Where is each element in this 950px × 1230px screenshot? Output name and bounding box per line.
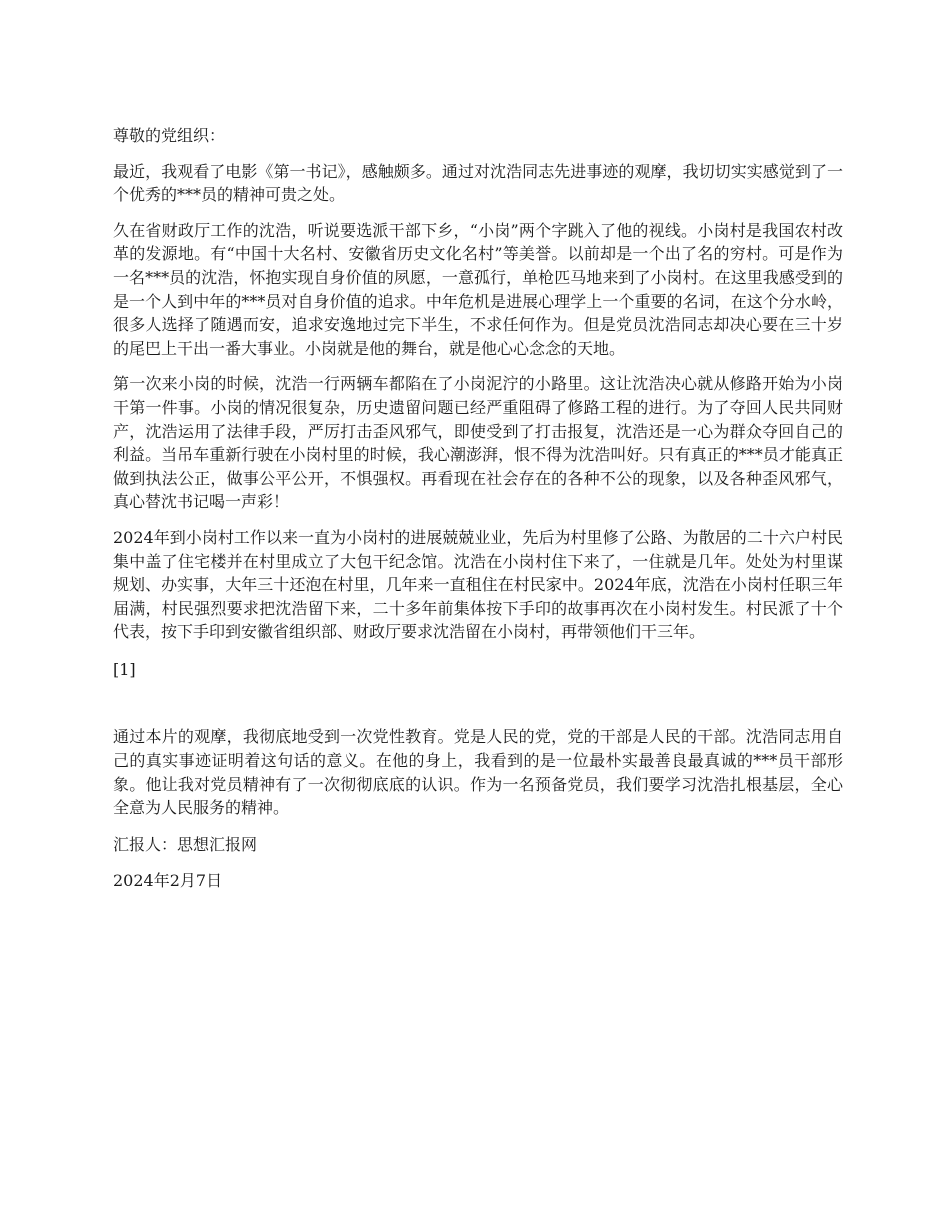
paragraph-background: 久在省财政厅工作的沈浩，听说要选派干部下乡，“小岗”两个字跳入了他的视线。小岗村是我国农村改革的发源地。有“中国十大名村、安徽省历史文化名村”等美誉。以前却是一个出了名的穷村。可是作为一名***员的沈浩，怀抱实现自身价值的夙愿，一意孤行，单枪匹马地来到了小岗村。在这里我感受到的是一个人到中年的***员对自身价值的追求。中年危机是进展心理学上一个重要的名词，在这个分水岭，很多人选择了随遇而安，追求安逸地过完下半生，不求任何作为。但是党员沈浩同志却决心要在三十岁的尾巴上干出一番大事业。小岗就是他的舞台，就是他心心念念的天地。 [113,220,843,358]
date-line: 2024年2月7日 [113,871,223,891]
paragraph-conclusion: 通过本片的观摩，我彻底地受到一次党性教育。党是人民的党，党的干部是人民的干部。沈浩同志用自己的真实事迹证明着这句话的意义。在他的身上，我看到的是一位最朴实最善良最真诚的***员干部形象。他让我对党员精神有了一次彻彻底底的认识。作为一名预备党员，我们要学习沈浩扎根基层，全心全意为人民服务的精神。 [113,727,843,818]
paragraph-road-building: 第一次来小岗的时候，沈浩一行两辆车都陷在了小岗泥泞的小路里。这让沈浩决心就从修路开始为小岗干第一件事。小岗的情况很复杂，历史遗留问题已经严重阻碍了修路工程的进行。为了夺回人民共同财产，沈浩运用了法律手段，严厉打击歪风邪气，即使受到了打击报复，沈浩还是一心为群众夺回自己的利益。当吊车重新行驶在小岗村里的时候，我心潮澎湃，恨不得为沈浩叫好。只有真正的***员才能真正做到执法公正，做事公平公开，不惧强权。再看现在社会存在的各种不公的现象，以及各种歪风邪气，真心替沈书记喝一声彩！ [113,374,843,512]
reference-marker: [1] [113,659,136,679]
letter-document [113,124,843,893]
salutation: 尊敬的党组织： [113,126,226,145]
paragraph-intro: 最近，我观看了电影《第一书记》，感触颇多。通过对沈浩同志先进事迹的观摩，我切切实实感觉到了一个优秀的***员的精神可贵之处。 [113,161,843,205]
paragraph-achievements: 2024年到小岗村工作以来一直为小岗村的进展兢兢业业，先后为村里修了公路、为散居的二十六户村民集中盖了住宅楼并在村里成立了大包干纪念馆。沈浩在小岗村住下来了，一住就是几年。处处为村里谋规划、办实事，大年三十还泡在村里，几年来一直租住在村民家中。2024年底，沈浩在小岗村任职三年届满，村民强烈要求把沈浩留下来，二十多年前集体按下手印的故事再次在小岗村发生。村民派了十个代表，按下手印到安徽省组织部、财政厅要求沈浩留在小岗村，再带领他们干三年。 [113,527,843,642]
signer-line: 汇报人：思想汇报网 [113,834,258,854]
